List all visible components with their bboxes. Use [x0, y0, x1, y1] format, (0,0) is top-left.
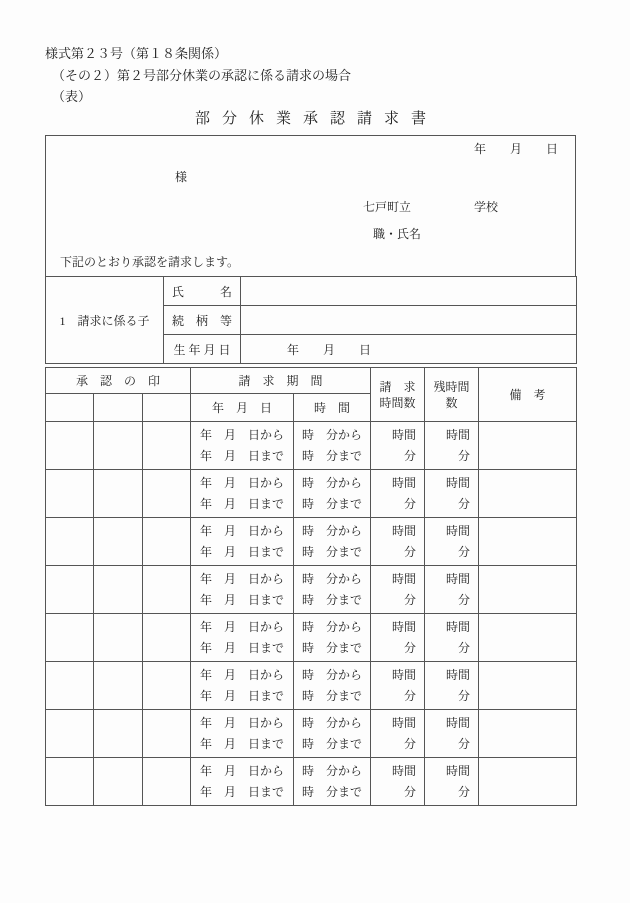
approval-stamp-cell-2	[94, 758, 143, 806]
form-side-label: （表）	[52, 89, 92, 104]
remaining-hours-cell: 時間 分	[425, 614, 479, 662]
requested-hours-cell: 時間 分	[371, 422, 425, 470]
request-statement: 下記のとおり承認を請求します。	[60, 255, 240, 269]
form-preamble	[45, 0, 576, 104]
remarks-cell	[479, 710, 577, 758]
period-date-cell: 年 月 日から 年 月 日まで	[191, 566, 294, 614]
remaining-hours-cell: 時間 分	[425, 662, 479, 710]
approval-stamp-cell-1	[46, 518, 94, 566]
approval-stamp-cell-3	[143, 422, 191, 470]
approval-stamp-header: 承 認 の 印	[46, 368, 191, 394]
remaining-hours-cell: 時間 分	[425, 710, 479, 758]
remaining-hours-cell: 時間 分	[425, 422, 479, 470]
time-column-header: 時 間	[294, 394, 371, 422]
approval-stamp-cell-1	[46, 614, 94, 662]
period-date-cell: 年 月 日から 年 月 日まで	[191, 710, 294, 758]
approval-stamp-cell-3	[143, 662, 191, 710]
period-time-cell: 時 分から 時 分まで	[294, 758, 371, 806]
approval-stamp-cell-2	[94, 710, 143, 758]
child-relation-value	[241, 306, 577, 335]
remarks-cell	[479, 614, 577, 662]
period-date-cell: 年 月 日から 年 月 日まで	[191, 758, 294, 806]
period-time-cell: 時 分から 時 分まで	[294, 614, 371, 662]
addressee-field: 様	[175, 170, 188, 184]
request-row	[46, 566, 577, 614]
date-field: 年 月 日	[473, 142, 558, 156]
approval-stamp-cell-3	[143, 758, 191, 806]
approval-stamp-cell-3	[143, 614, 191, 662]
stamp-cell-header-1	[46, 394, 94, 422]
form-subtype-line: （その２）第２号部分休業の承認に係る請求の場合	[52, 68, 352, 83]
request-row	[46, 470, 577, 518]
date-column-header: 年 月 日	[191, 394, 294, 422]
requested-hours-cell: 時間 分	[371, 566, 425, 614]
approval-stamp-cell-2	[94, 422, 143, 470]
period-time-cell: 時 分から 時 分まで	[294, 662, 371, 710]
period-time-cell: 時 分から 時 分まで	[294, 566, 371, 614]
stamp-cell-header-2	[94, 394, 143, 422]
approval-stamp-cell-1	[46, 758, 94, 806]
position-name-field: 職・氏名	[373, 227, 422, 241]
period-date-cell: 年 月 日から 年 月 日まで	[191, 470, 294, 518]
remarks-cell	[479, 662, 577, 710]
remaining-hours-cell: 時間 分	[425, 470, 479, 518]
child-name-value	[241, 277, 577, 306]
remarks-cell	[479, 518, 577, 566]
request-row	[46, 422, 577, 470]
request-period-header: 請 求 期 間	[191, 368, 371, 394]
request-table	[45, 367, 577, 806]
request-header-box	[45, 135, 576, 277]
approval-stamp-cell-2	[94, 662, 143, 710]
school-prefix-label: 七戸町立	[363, 200, 412, 214]
request-row	[46, 518, 577, 566]
approval-stamp-cell-1	[46, 470, 94, 518]
requested-hours-header: 請 求 時間数	[371, 368, 425, 422]
request-row	[46, 758, 577, 806]
remarks-cell	[479, 422, 577, 470]
approval-stamp-cell-1	[46, 422, 94, 470]
requested-hours-cell: 時間 分	[371, 758, 425, 806]
stamp-cell-header-3	[143, 394, 191, 422]
requested-hours-cell: 時間 分	[371, 662, 425, 710]
school-suffix-label: 学校	[474, 200, 499, 214]
requested-hours-cell: 時間 分	[371, 614, 425, 662]
remarks-cell	[479, 566, 577, 614]
child-name-row	[46, 277, 577, 306]
form-document	[45, 0, 576, 806]
period-time-cell: 時 分から 時 分まで	[294, 518, 371, 566]
approval-stamp-cell-3	[143, 566, 191, 614]
period-time-cell: 時 分から 時 分まで	[294, 422, 371, 470]
remarks-cell	[479, 470, 577, 518]
requested-hours-cell: 時間 分	[371, 470, 425, 518]
approval-stamp-cell-3	[143, 518, 191, 566]
remaining-hours-header: 残時間 数	[425, 368, 479, 422]
remaining-hours-cell: 時間 分	[425, 758, 479, 806]
document-title: 部分休業承認請求書	[194, 111, 438, 127]
approval-stamp-cell-1	[46, 566, 94, 614]
period-date-cell: 年 月 日から 年 月 日まで	[191, 614, 294, 662]
child-birthdate-label: 生 年 月 日	[164, 335, 241, 364]
remaining-hours-cell: 時間 分	[425, 566, 479, 614]
school-field	[46, 200, 575, 215]
approval-stamp-cell-2	[94, 614, 143, 662]
period-date-cell: 年 月 日から 年 月 日まで	[191, 422, 294, 470]
header-row-1	[46, 368, 577, 394]
period-date-cell: 年 月 日から 年 月 日まで	[191, 518, 294, 566]
approval-stamp-cell-2	[94, 518, 143, 566]
approval-stamp-cell-2	[94, 566, 143, 614]
approval-stamp-cell-3	[143, 710, 191, 758]
approval-stamp-cell-1	[46, 710, 94, 758]
form-number-line: 様式第２３号（第１８条関係）	[45, 46, 228, 61]
requested-hours-cell: 時間 分	[371, 518, 425, 566]
period-date-cell: 年 月 日から 年 月 日まで	[191, 662, 294, 710]
approval-stamp-cell-2	[94, 470, 143, 518]
request-row	[46, 614, 577, 662]
child-info-table	[45, 276, 577, 364]
request-rows	[46, 422, 577, 806]
child-section-label: 1 請求に係る子	[46, 277, 164, 364]
period-time-cell: 時 分から 時 分まで	[294, 470, 371, 518]
remaining-hours-cell: 時間 分	[425, 518, 479, 566]
remarks-header: 備 考	[479, 368, 577, 422]
request-row	[46, 710, 577, 758]
request-row	[46, 662, 577, 710]
approval-stamp-cell-1	[46, 662, 94, 710]
child-birthdate-value: 年 月 日	[241, 335, 577, 364]
requested-hours-cell: 時間 分	[371, 710, 425, 758]
child-name-label: 氏 名	[164, 277, 241, 306]
approval-stamp-cell-3	[143, 470, 191, 518]
remarks-cell	[479, 758, 577, 806]
period-time-cell: 時 分から 時 分まで	[294, 710, 371, 758]
child-relation-label: 続 柄 等	[164, 306, 241, 335]
